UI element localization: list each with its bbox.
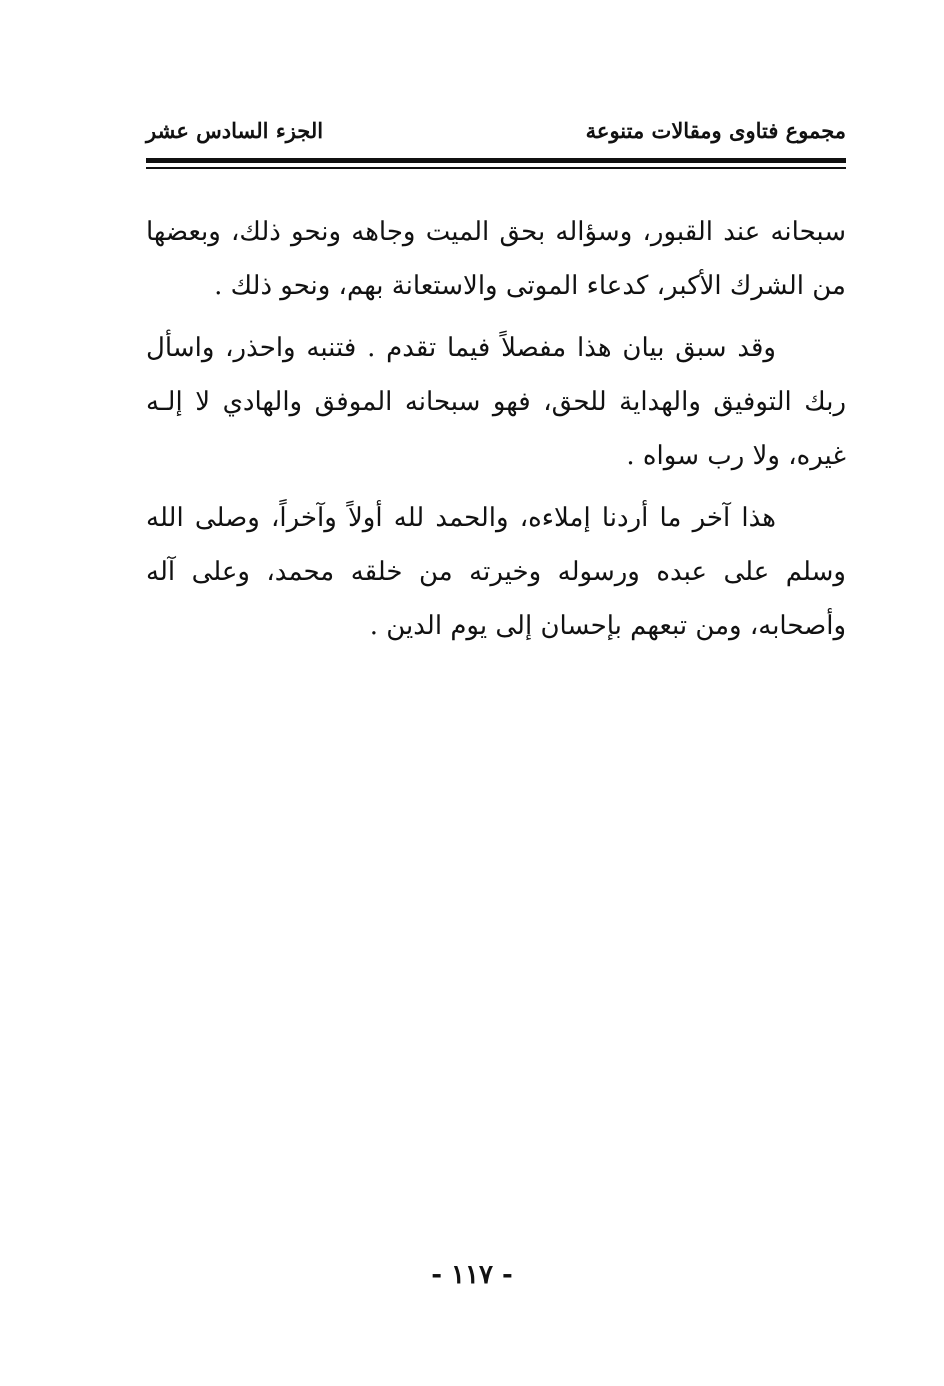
header-rule-thin — [146, 167, 846, 169]
page-body — [146, 205, 846, 661]
paragraph-warning: وقد سبق بيان هذا مفصلاً فيما تقدم . فتنبه واحذر، واسأل ربك التوفيق والهداية للحق، فهو سبحانه الموفق والهادي لا إلـه غيره، ولا رب سواه . — [146, 333, 846, 471]
page-header — [146, 118, 846, 154]
paragraph-closing: هذا آخر ما أردنا إملاءه، والحمد لله أولاً وآخراً، وصلى الله وسلم على عبده ورسوله وخيرته من خلقه محمد، وعلى آله وأصحابه، ومن تبعهم بإحسان إلى يوم الدين . — [146, 503, 846, 641]
page-number: - ١١٧ - — [431, 1260, 513, 1290]
book-title: مجموع فتاوى ومقالات متنوعة — [585, 118, 846, 143]
header-rule-thick — [146, 158, 846, 163]
paragraph-continuation: سبحانه عند القبور، وسؤاله بحق الميت وجاهه ونحو ذلك، وبعضها من الشرك الأكبر، كدعاء الموتى والاستعانة بهم، ونحو ذلك . — [146, 217, 846, 301]
volume-part: الجزء السادس عشر — [146, 118, 324, 143]
